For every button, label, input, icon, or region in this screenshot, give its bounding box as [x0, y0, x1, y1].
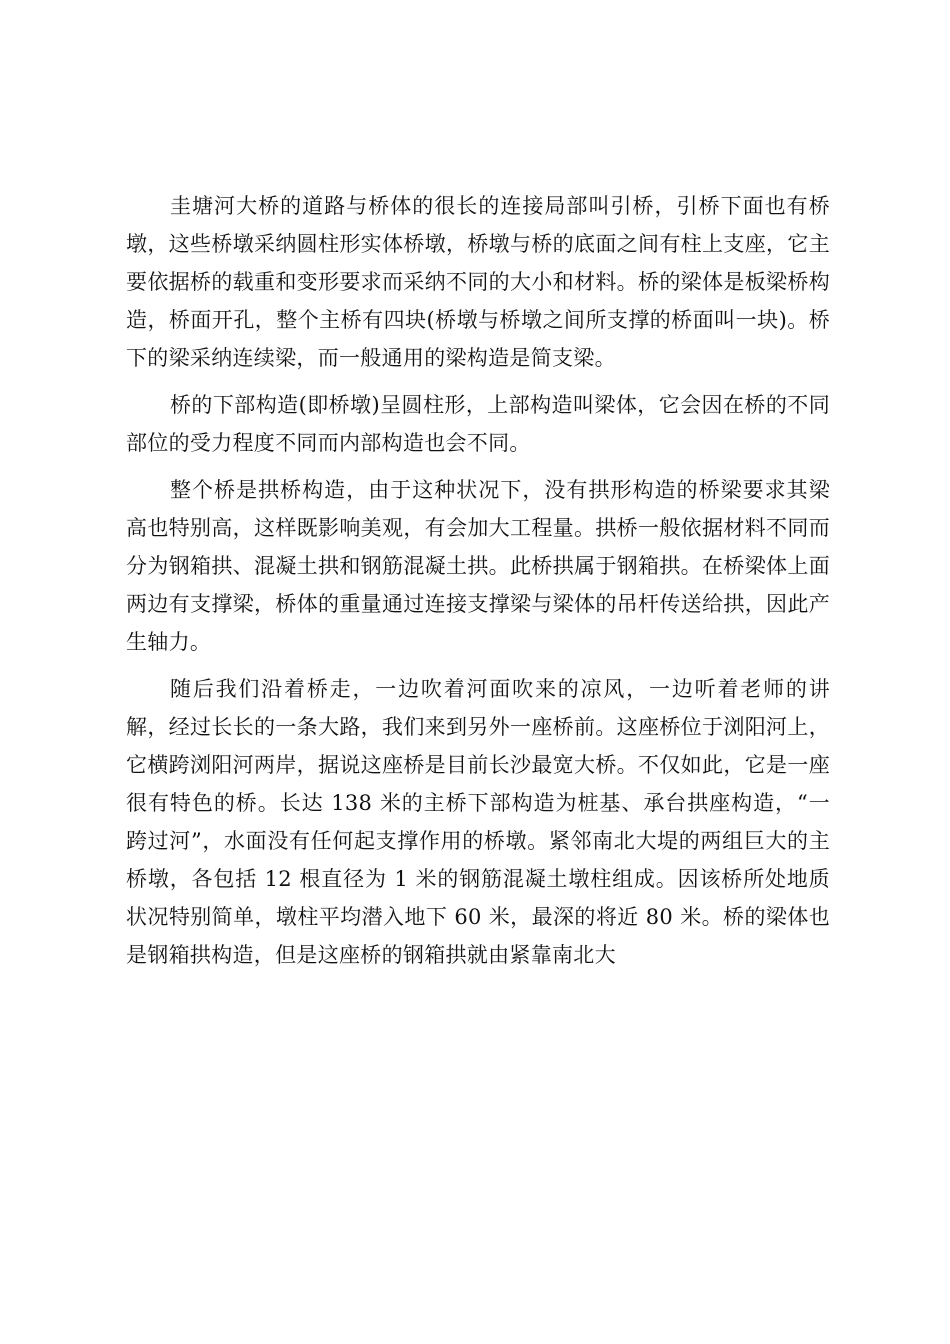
paragraph-3: 整个桥是拱桥构造，由于这种状况下，没有拱形构造的桥梁要求其梁高也特别高，这样既影响美观，有会加大工程量。拱桥一般依据材料不同而分为钢箱拱、混凝土拱和钢筋混凝土拱。此桥拱属于钢箱拱。在桥梁体上面两边有支撑梁，桥体的重量通过连接支撑梁与梁体的吊杆传送给拱，因此产生轴力。 [126, 478, 830, 654]
document-body [126, 187, 830, 983]
paragraph-2: 桥的下部构造(即桥墩)呈圆柱形，上部构造叫梁体，它会因在桥的不同部位的受力程度不同而内部构造也会不同。 [126, 393, 830, 455]
paragraph-1: 圭塘河大桥的道路与桥体的很长的连接局部叫引桥，引桥下面也有桥墩，这些桥墩采纳圆柱形实体桥墩，桥墩与桥的底面之间有柱上支座，它主要依据桥的载重和变形要求而采纳不同的大小和材料。桥的梁体是板梁桥构造，桥面开孔，整个主桥有四块(桥墩与桥墩之间所支撑的桥面叫一块)。桥下的梁采纳连续梁，而一般通用的梁构造是简支梁。 [126, 194, 830, 370]
paragraph-4: 随后我们沿着桥走，一边吹着河面吹来的凉风，一边听着老师的讲解，经过长长的一条大路，我们来到另外一座桥前。这座桥位于浏阳河上，它横跨浏阳河两岸，据说这座桥是目前长沙最宽大桥。不仅如此，它是一座很有特色的桥。长达 138 米的主桥下部构造为桩基、承台拱座构造，“一跨过河”，水面没有任何起支撑作用的桥墩。紧邻南北大堤的两组巨大的主桥墩，各包括 12 根直径为 1 米的钢筋混凝土墩柱组成。因该桥所处地质状况特别简单，墩柱平均潜入地下 60 米，最深的将近 80 米。桥的梁体也是钢箱拱构造，但是这座桥的钢箱拱就由紧靠南北大 [126, 677, 830, 967]
